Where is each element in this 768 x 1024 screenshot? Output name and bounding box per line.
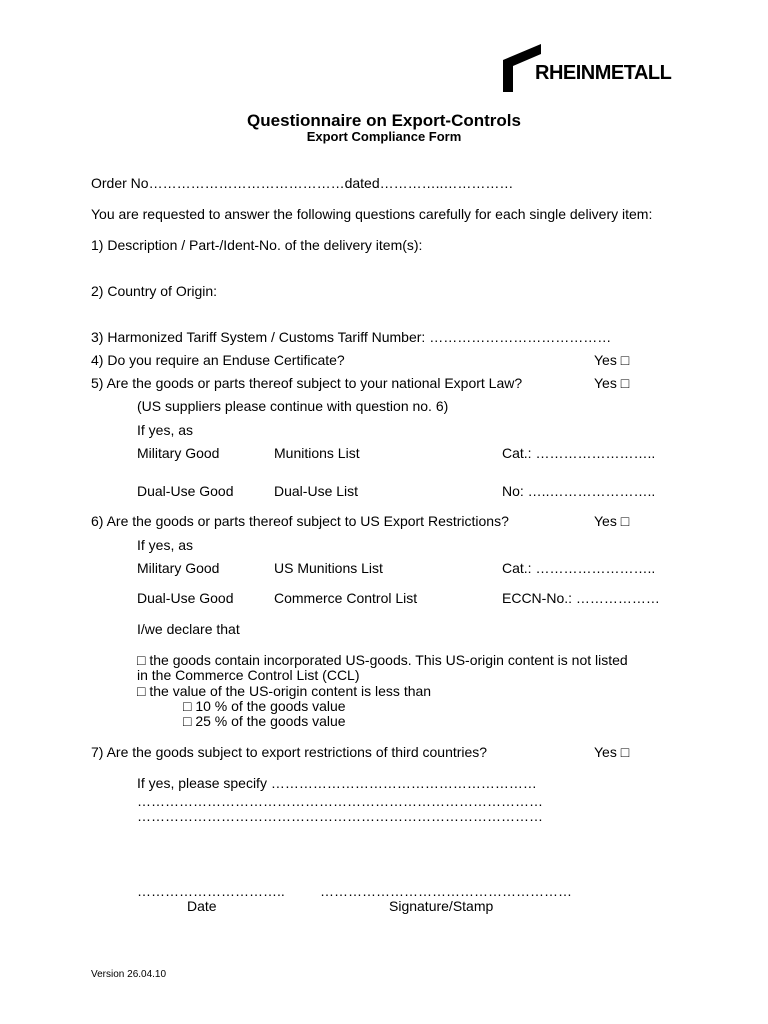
- question-4-yes-checkbox[interactable]: Yes □: [594, 352, 630, 368]
- question-6-if-yes: If yes, as: [137, 537, 194, 553]
- page-title: Questionnaire on Export-Controls: [247, 111, 521, 130]
- q5-dual-use-good-label: Dual-Use Good: [137, 483, 234, 499]
- question-6-us-export-restrictions: 6) Are the goods or parts thereof subject to US Export Restrictions?: [91, 513, 509, 529]
- q6-dual-use-good-label: Dual-Use Good: [137, 590, 234, 606]
- q5-category-field[interactable]: Cat.: ……………………..: [502, 445, 656, 461]
- rheinmetall-logo: [503, 44, 683, 92]
- signature-stamp-label: Signature/Stamp: [389, 898, 494, 914]
- page-subtitle: Export Compliance Form: [306, 129, 462, 144]
- date-label: Date: [187, 898, 217, 914]
- question-5-if-yes: If yes, as: [137, 422, 194, 438]
- logo-text: RHEINMETALL: [535, 62, 672, 84]
- question-4-enduse-certificate: 4) Do you require an Enduse Certificate?: [91, 352, 345, 368]
- q5-dual-use-list-label: Dual-Use List: [274, 483, 359, 499]
- q5-munitions-list-label: Munitions List: [274, 445, 360, 461]
- question-2-country-of-origin: 2) Country of Origin:: [91, 283, 218, 299]
- q5-military-good-label: Military Good: [137, 445, 220, 461]
- q5-number-field[interactable]: No: …..…………………..: [502, 483, 656, 499]
- question-5-yes-checkbox[interactable]: Yes □: [594, 375, 630, 391]
- q6-option-10-percent-checkbox[interactable]: □ 10 % of the goods value: [183, 698, 346, 714]
- question-1-description: 1) Description / Part-/Ident-No. of the delivery item(s):: [91, 237, 423, 253]
- q6-option-25-percent-checkbox[interactable]: □ 25 % of the goods value: [183, 713, 346, 729]
- question-6-yes-checkbox[interactable]: Yes □: [594, 513, 630, 529]
- q6-us-munitions-list-label: US Munitions List: [274, 560, 383, 576]
- q6-option-us-goods-continued: in the Commerce Control List (CCL): [137, 667, 360, 683]
- signature-field[interactable]: ………………………………………………: [320, 883, 572, 899]
- question-7-specify-line-3[interactable]: ……………………………………………………………………………: [137, 808, 543, 824]
- question-7-yes-checkbox[interactable]: Yes □: [594, 744, 630, 760]
- intro-text: You are requested to answer the following questions carefully for each single delivery item:: [91, 206, 653, 222]
- order-number-field[interactable]: Order No……………………………………dated…………..……………: [91, 175, 514, 191]
- q6-military-good-label: Military Good: [137, 560, 220, 576]
- version-label: Version 26.04.10: [91, 969, 167, 980]
- date-field[interactable]: …………………………..: [137, 883, 285, 899]
- question-5-national-export-law: 5) Are the goods or parts thereof subject to your national Export Law?: [91, 375, 523, 391]
- question-3-tariff-number[interactable]: 3) Harmonized Tariff System / Customs Tariff Number: …………………………………: [91, 329, 612, 345]
- q6-option-us-goods-checkbox[interactable]: □ the goods contain incorporated US-goods. This US-origin content is not listed: [137, 652, 628, 668]
- question-7-specify-line-2[interactable]: ……………………………………………………………………………: [137, 793, 543, 809]
- q6-declaration-label: I/we declare that: [137, 621, 240, 637]
- q6-category-field[interactable]: Cat.: ……………………..: [502, 560, 656, 576]
- question-7-third-country-restrictions: 7) Are the goods subject to export restrictions of third countries?: [91, 744, 488, 760]
- question-7-specify-field[interactable]: If yes, please specify …………………………………………………: [137, 775, 537, 791]
- q6-option-us-value-checkbox[interactable]: □ the value of the US-origin content is less than: [137, 683, 432, 699]
- q6-commerce-control-list-label: Commerce Control List: [274, 590, 418, 606]
- q6-eccn-field[interactable]: ECCN-No.: ………………: [502, 590, 660, 606]
- question-5-note: (US suppliers please continue with question no. 6): [137, 398, 449, 414]
